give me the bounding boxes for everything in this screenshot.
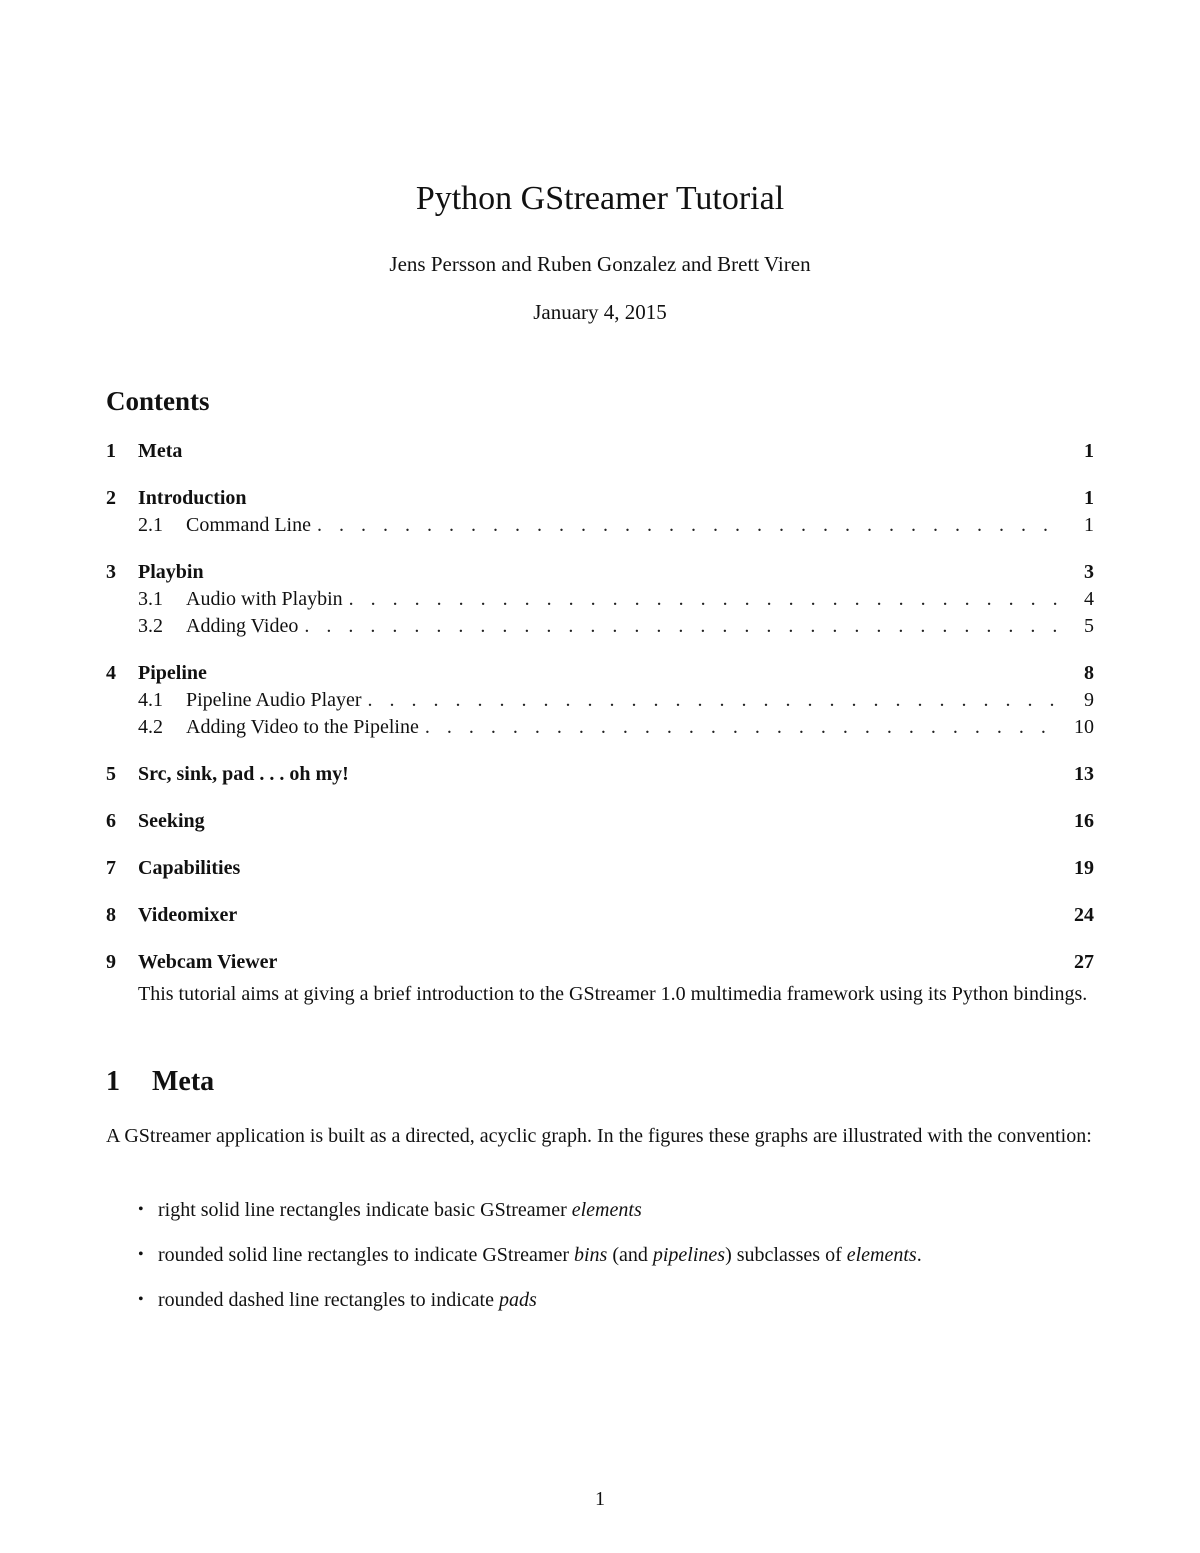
toc-entry[interactable] [106,485,1094,512]
toc-entry-page: 3 [1084,561,1094,583]
list-item-text: (and [607,1244,653,1266]
list-item-text: rounded solid line rectangles to indicate GStreamer [158,1244,574,1266]
toc-entry-number: 5 [106,763,116,785]
page-number: 1 [595,1488,605,1510]
document-title: Python GStreamer Tutorial [415,180,785,217]
toc-entry[interactable] [106,559,1094,586]
bullet-icon: • [138,1246,144,1263]
toc-subentry[interactable] [106,613,1094,640]
section-paragraph: A GStreamer application is built as a directed, acyclic graph. In the figures these graphs are illustrated with the convention: [106,1125,1092,1147]
toc-entry[interactable] [106,808,1094,835]
toc-subentry-page: 9 [1084,689,1094,711]
toc-entry-page: 13 [1074,763,1094,785]
toc-entry-label: Playbin [138,561,204,583]
toc-entry-number: 2 [106,487,116,509]
toc-entry-label: Videomixer [138,904,238,926]
toc-entry[interactable] [106,660,1094,687]
list-item [136,1241,1094,1286]
toc-subentry-page: 1 [1084,514,1094,536]
toc-dot-leader [368,687,1060,714]
convention-list [136,1196,1094,1331]
document-date: January 4, 2015 [533,300,667,324]
toc-section [106,808,1094,835]
emphasized-term: bins [573,1244,608,1266]
toc-subentry[interactable] [106,687,1094,714]
toc-entry-number: 1 [106,440,116,462]
toc-subentry-number: 3.1 [138,588,163,610]
section-title: Meta [152,1066,215,1097]
toc-entry-number: 4 [106,662,116,684]
list-item [136,1286,1094,1331]
section-number: 1 [106,1066,120,1097]
toc-subentry-label: Pipeline Audio Player [186,689,362,711]
toc-subentry-label: Command Line [186,514,311,536]
toc-subentry-number: 2.1 [138,514,163,536]
list-item-text: ) subclasses of [725,1244,847,1266]
toc-entry-page: 8 [1084,662,1094,684]
toc-section [106,438,1094,465]
document-authors: Jens Persson and Ruben Gonzalez and Brett Viren [389,252,811,276]
toc-section [106,902,1094,929]
toc-entry-page: 1 [1084,487,1094,509]
toc-entry-page: 27 [1074,951,1094,973]
toc-subentry[interactable] [106,586,1094,613]
contents-heading: Contents [106,386,210,416]
bullet-icon: • [138,1201,144,1218]
list-item-text: . [916,1244,922,1266]
list-item-text: rounded dashed line rectangles to indicate [158,1289,499,1311]
toc-dot-leader [317,512,1060,539]
emphasized-term: pipelines [652,1244,726,1266]
toc-section [106,559,1094,640]
toc-entry-label: Capabilities [138,857,241,879]
toc-entry-number: 9 [106,951,116,973]
toc-entry-label: Meta [138,440,183,462]
toc-subentry-page: 4 [1084,588,1094,610]
toc-entry-label: Seeking [138,810,205,832]
toc-subentry-label: Adding Video to the Pipeline [186,716,419,738]
intro-paragraph: This tutorial aims at giving a brief introduction to the GStreamer 1.0 multimedia framework using its Python bindings. [138,983,1088,1005]
toc-entry[interactable] [106,902,1094,929]
toc-entry-label: Src, sink, pad . . . oh my! [138,763,349,785]
toc-subentry-number: 3.2 [138,615,163,637]
toc-subentry-page: 5 [1084,615,1094,637]
emphasized-term: elements [846,1244,917,1266]
section-heading [106,1066,214,1098]
toc-entry-page: 19 [1074,857,1094,879]
toc-subentry-label: Adding Video [186,615,299,637]
toc-section [106,949,1094,976]
toc-entry[interactable] [106,438,1094,465]
toc-dot-leader [304,613,1060,640]
toc-subentry-number: 4.1 [138,689,163,711]
toc-entry-label: Pipeline [138,662,207,684]
toc-entry-page: 1 [1084,440,1094,462]
toc-entry-page: 16 [1074,810,1094,832]
toc-subentry-label: Audio with Playbin [186,588,343,610]
toc-dot-leader [349,586,1060,613]
toc-entry-label: Webcam Viewer [138,951,278,973]
toc-dot-leader [425,714,1060,741]
bullet-icon: • [138,1291,144,1308]
toc-entry-number: 6 [106,810,116,832]
toc-entry[interactable] [106,949,1094,976]
toc-entry[interactable] [106,855,1094,882]
toc-subentry[interactable] [106,714,1094,741]
toc-subentry-number: 4.2 [138,716,163,738]
toc-entry[interactable] [106,761,1094,788]
toc-entry-number: 8 [106,904,116,926]
toc-subentry-page: 10 [1074,716,1094,738]
toc-subentry[interactable] [106,512,1094,539]
list-item-text: right solid line rectangles indicate basic GStreamer [158,1199,572,1221]
toc-entry-page: 24 [1074,904,1094,926]
toc-section [106,855,1094,882]
table-of-contents [106,438,1094,996]
toc-entry-number: 7 [106,857,116,879]
toc-entry-number: 3 [106,561,116,583]
toc-entry-label: Introduction [138,487,247,509]
emphasized-term: elements [571,1199,642,1221]
toc-section [106,485,1094,539]
toc-section [106,660,1094,741]
emphasized-term: pads [499,1289,537,1311]
toc-section [106,761,1094,788]
list-item [136,1196,1094,1241]
